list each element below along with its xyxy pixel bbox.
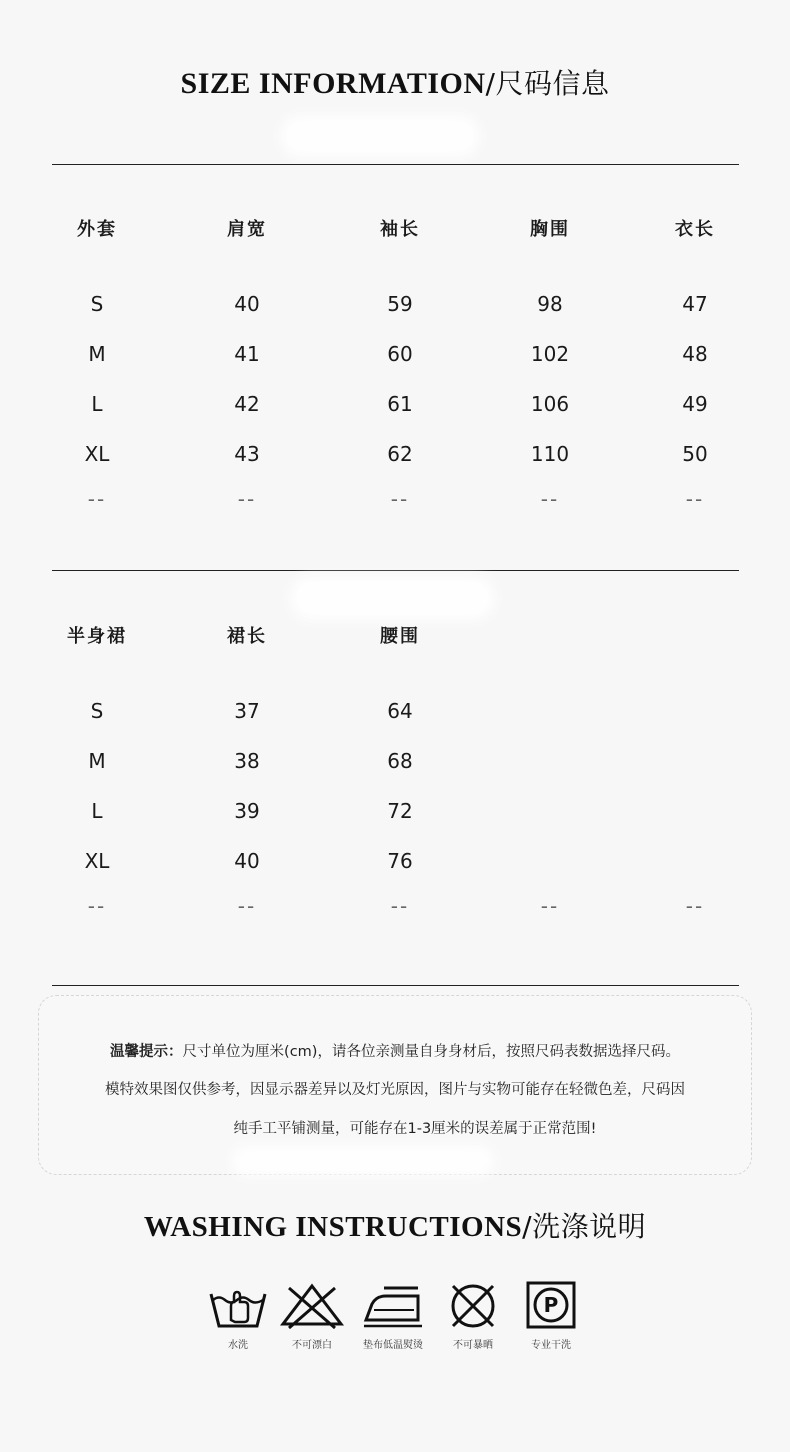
wash-item bbox=[511, 1280, 591, 1351]
coat-cell: 49 bbox=[682, 392, 708, 416]
skirt-cell: S bbox=[90, 699, 104, 723]
wash-item bbox=[272, 1280, 352, 1351]
washing-title-cn: /洗涤说明 bbox=[522, 1210, 647, 1243]
size-information-title bbox=[0, 62, 790, 102]
divider-line bbox=[52, 985, 739, 986]
hand-wash-icon bbox=[207, 1280, 269, 1330]
skirt-cell: 39 bbox=[234, 799, 260, 823]
divider-line bbox=[52, 164, 739, 165]
coat-cell: 47 bbox=[682, 292, 708, 316]
no-sun-dry-icon bbox=[443, 1280, 503, 1330]
svg-text:P: P bbox=[543, 1293, 559, 1317]
blur-patch bbox=[280, 115, 480, 157]
skirt-cell: -- bbox=[87, 894, 107, 918]
wash-label: 水洗 bbox=[228, 1340, 248, 1351]
wash-label: 垫布低温熨烫 bbox=[363, 1340, 423, 1351]
skirt-cell: -- bbox=[390, 894, 410, 918]
notice-label: 温馨提示： bbox=[110, 1044, 183, 1060]
coat-cell: 40 bbox=[234, 292, 260, 316]
no-bleach-icon bbox=[279, 1280, 345, 1330]
coat-header-cell: 袖长 bbox=[380, 219, 420, 240]
size-title-cn: /尺码信息 bbox=[485, 67, 610, 100]
skirt-cell: 38 bbox=[234, 749, 260, 773]
skirt-cell: XL bbox=[84, 849, 110, 873]
washing-instructions-title bbox=[0, 1205, 790, 1245]
coat-header-cell: 衣长 bbox=[675, 219, 715, 240]
coat-cell: -- bbox=[540, 487, 560, 511]
coat-cell: M bbox=[88, 342, 106, 366]
professional-dry-clean-icon bbox=[523, 1280, 579, 1330]
skirt-cell: 68 bbox=[387, 749, 413, 773]
skirt-cell: 37 bbox=[234, 699, 260, 723]
coat-header-cell: 肩宽 bbox=[227, 219, 267, 240]
coat-cell: 61 bbox=[387, 392, 413, 416]
wash-label: 不可暴晒 bbox=[453, 1340, 493, 1351]
coat-cell: XL bbox=[84, 442, 110, 466]
skirt-cell: L bbox=[91, 799, 103, 823]
blur-patch bbox=[232, 1146, 494, 1176]
size-title-en: SIZE INFORMATION bbox=[180, 67, 486, 100]
wash-item bbox=[198, 1280, 278, 1351]
coat-cell: 41 bbox=[234, 342, 260, 366]
coat-header-cell: 外套 bbox=[77, 219, 117, 240]
wash-item bbox=[353, 1280, 433, 1351]
notice-line-1 bbox=[0, 1040, 790, 1061]
coat-cell: -- bbox=[87, 487, 107, 511]
skirt-header-cell: 裙长 bbox=[227, 626, 267, 647]
coat-cell: 59 bbox=[387, 292, 413, 316]
skirt-header-cell: 半身裙 bbox=[67, 626, 127, 647]
skirt-cell: 64 bbox=[387, 699, 413, 723]
coat-cell: S bbox=[90, 292, 104, 316]
blur-patch bbox=[290, 576, 495, 620]
iron-low-cloth-icon bbox=[360, 1280, 426, 1330]
skirt-cell: -- bbox=[685, 894, 705, 918]
coat-cell: 48 bbox=[682, 342, 708, 366]
skirt-cell: 72 bbox=[387, 799, 413, 823]
wash-label: 专业干洗 bbox=[531, 1340, 571, 1351]
coat-cell: 43 bbox=[234, 442, 260, 466]
skirt-cell: -- bbox=[540, 894, 560, 918]
wash-label: 不可漂白 bbox=[292, 1340, 332, 1351]
coat-cell: -- bbox=[685, 487, 705, 511]
coat-cell: 110 bbox=[530, 442, 570, 466]
coat-cell: -- bbox=[237, 487, 257, 511]
skirt-cell: 40 bbox=[234, 849, 260, 873]
notice-text-1: 尺寸单位为厘米(cm)，请各位亲测量自身身材后，按照尺码表数据选择尺码。 bbox=[182, 1044, 680, 1060]
coat-cell: 102 bbox=[530, 342, 570, 366]
coat-cell: -- bbox=[390, 487, 410, 511]
coat-cell: 62 bbox=[387, 442, 413, 466]
wash-item bbox=[433, 1280, 513, 1351]
coat-cell: 60 bbox=[387, 342, 413, 366]
notice-line-3: 纯手工平铺测量，可能存在1-3厘米的误差属于正常范围! bbox=[233, 1121, 597, 1137]
coat-cell: L bbox=[91, 392, 103, 416]
coat-cell: 106 bbox=[530, 392, 570, 416]
skirt-cell: -- bbox=[237, 894, 257, 918]
skirt-header-cell: 腰围 bbox=[380, 626, 420, 647]
skirt-cell: M bbox=[88, 749, 106, 773]
notice-line-2: 模特效果图仅供参考，因显示器差异以及灯光原因，图片与实物可能存在轻微色差，尺码因 bbox=[105, 1082, 685, 1098]
coat-cell: 98 bbox=[537, 292, 563, 316]
coat-header-cell: 胸围 bbox=[530, 219, 570, 240]
skirt-cell: 76 bbox=[387, 849, 413, 873]
coat-cell: 50 bbox=[682, 442, 708, 466]
washing-title-en: WASHING INSTRUCTIONS bbox=[143, 1211, 523, 1243]
divider-line bbox=[52, 570, 739, 571]
coat-cell: 42 bbox=[234, 392, 260, 416]
